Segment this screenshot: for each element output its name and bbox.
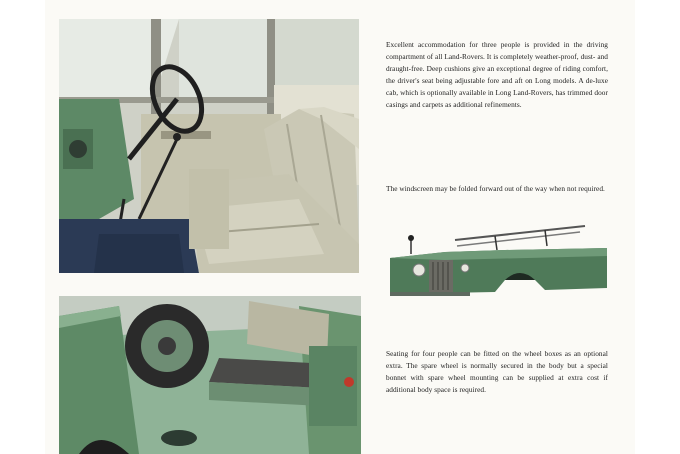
rear-body-seating-photo xyxy=(59,296,361,454)
cab-description-paragraph: Excellent accommodation for three people is provided in the driving compartment of all Land-Rovers. It is completely weather-proof, dust- and draught-free. Deep cushions give an exceptional degree of riding comfort, the driver's seat being adjustable fore and aft on Long models. A de-luxe cab, which is optionally available in Long Land-Rovers, has trimmed door casings and carpets as additional refinements. xyxy=(386,40,608,109)
rear-seating-paragraph: Seating for four people can be fitted on the wheel boxes as an optional extra. The spare wheel is normally secured in the body but a special bonnet with spare wheel mounting can be supplied at extra cost if additional body space is required. xyxy=(386,349,608,394)
cab-interior-photo xyxy=(59,19,359,273)
folded-windscreen-photo xyxy=(385,218,607,302)
windscreen-caption-paragraph: The windscreen may be folded forward out of the way when not required. xyxy=(386,184,605,193)
